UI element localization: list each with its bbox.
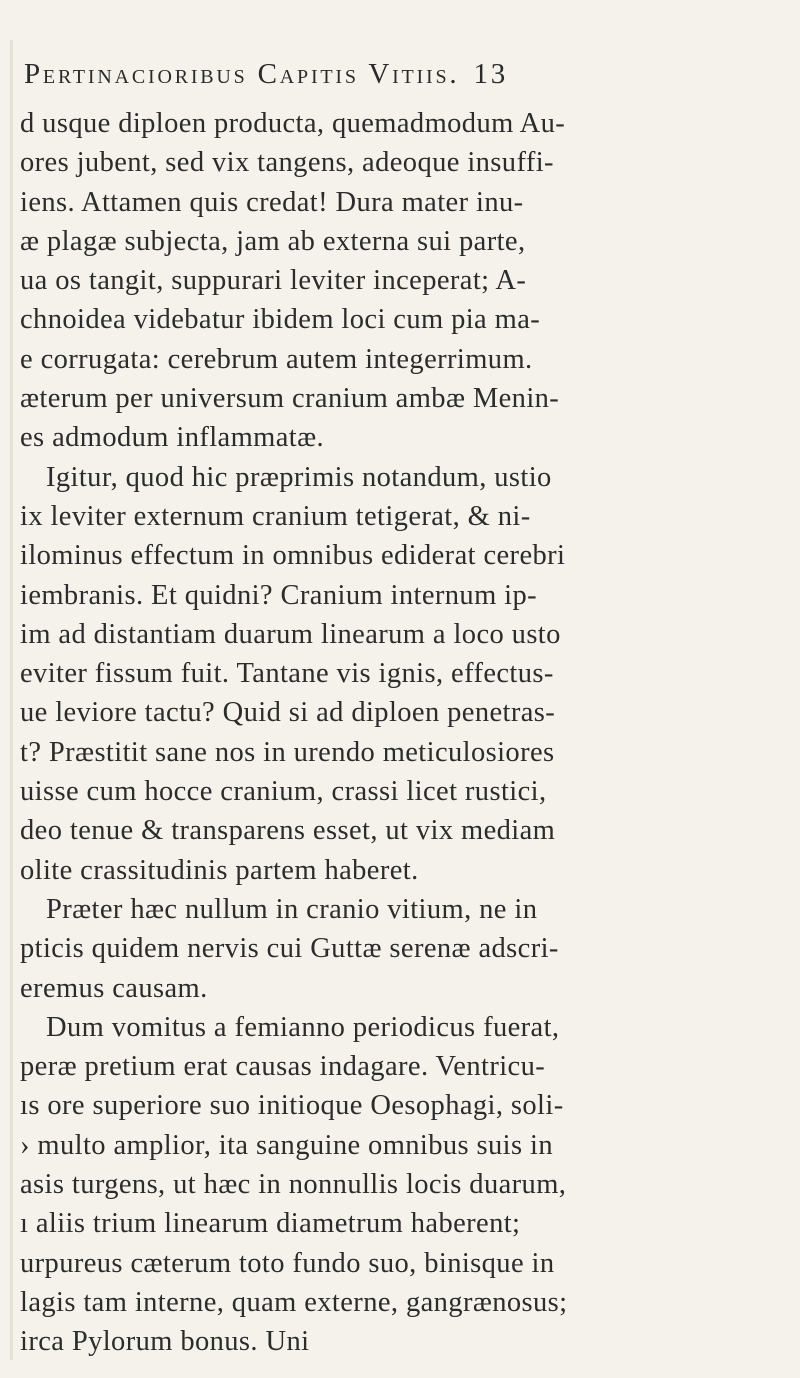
running-title: Pertinacioribus Capitis Vitiis. xyxy=(24,58,460,90)
text-line: pticis quidem nervis cui Guttæ serenæ adscri- xyxy=(20,933,559,965)
text-line: æ plagæ subjecta, jam ab externa sui parte, xyxy=(20,225,526,257)
text-line: iens. Attamen quis credat! Dura mater inu- xyxy=(20,186,524,218)
text-line: › multo amplior, ita sanguine omnibus suis in xyxy=(20,1129,553,1161)
text-line: t? Præstitit sane nos in urendo meticulosiores xyxy=(20,736,555,768)
text-line: ı aliis trium linearum diametrum haberent; xyxy=(20,1208,521,1240)
running-header xyxy=(24,54,794,94)
text-line: ix leviter externum cranium tetigerat, & ni- xyxy=(20,500,531,532)
text-line: urpureus cæterum toto fundo suo, binisque in xyxy=(20,1247,555,1279)
text-line: ıs ore superiore suo initioque Oesophagi, soli- xyxy=(20,1090,564,1122)
text-line: ores jubent, sed vix tangens, adeoque insuffi- xyxy=(20,147,554,179)
text-line-with-catchword: irca Pylorum bonus. Uni xyxy=(20,1326,310,1358)
text-line: asis turgens, ut hæc in nonnullis locis duarum, xyxy=(20,1169,567,1201)
text-line: eremus causam. xyxy=(20,972,208,1004)
text-line: ua os tangit, suppurari leviter inceperat; A- xyxy=(20,265,527,297)
page-number: 13 xyxy=(473,58,509,90)
text-line: iembranis. Et quidni? Cranium internum ip- xyxy=(20,579,538,611)
text-line: d usque diploen producta, quemadmodum Au- xyxy=(20,108,566,139)
text-line: ue leviore tactu? Quid si ad diploen penetras- xyxy=(20,697,556,729)
body-text xyxy=(20,104,780,1362)
paragraph-start-line: Præter hæc nullum in cranio vitium, ne in xyxy=(46,893,538,925)
text-line: æterum per universum cranium ambæ Menin- xyxy=(20,383,560,415)
text-line: ilominus effectum in omnibus ediderat cerebri xyxy=(20,540,566,572)
text-line: es admodum inflammatæ. xyxy=(20,422,325,454)
text-line: lagis tam interne, quam externe, gangrænosus; xyxy=(20,1286,568,1318)
paragraph-start-line: Igitur, quod hic præprimis notandum, ustio xyxy=(46,461,552,493)
page-gutter-edge xyxy=(10,40,13,1360)
text-line: uisse cum hocce cranium, crassi licet rustici, xyxy=(20,776,547,808)
text-line: e corrugata: cerebrum autem integerrimum. xyxy=(20,343,533,375)
text-line: im ad distantiam duarum linearum a loco usto xyxy=(20,618,561,650)
text-line: eviter fissum fuit. Tantane vis ignis, effectus- xyxy=(20,658,554,690)
paragraph-start-line: Dum vomitus a femianno periodicus fuerat, xyxy=(46,1011,560,1043)
text-line: chnoidea videbatur ibidem loci cum pia ma- xyxy=(20,304,541,336)
text-line: peræ pretium erat causas indagare. Ventricu- xyxy=(20,1051,546,1083)
text-line: olite crassitudinis partem haberet. xyxy=(20,854,419,886)
text-line: deo tenue & transparens esset, ut vix mediam xyxy=(20,815,556,847)
